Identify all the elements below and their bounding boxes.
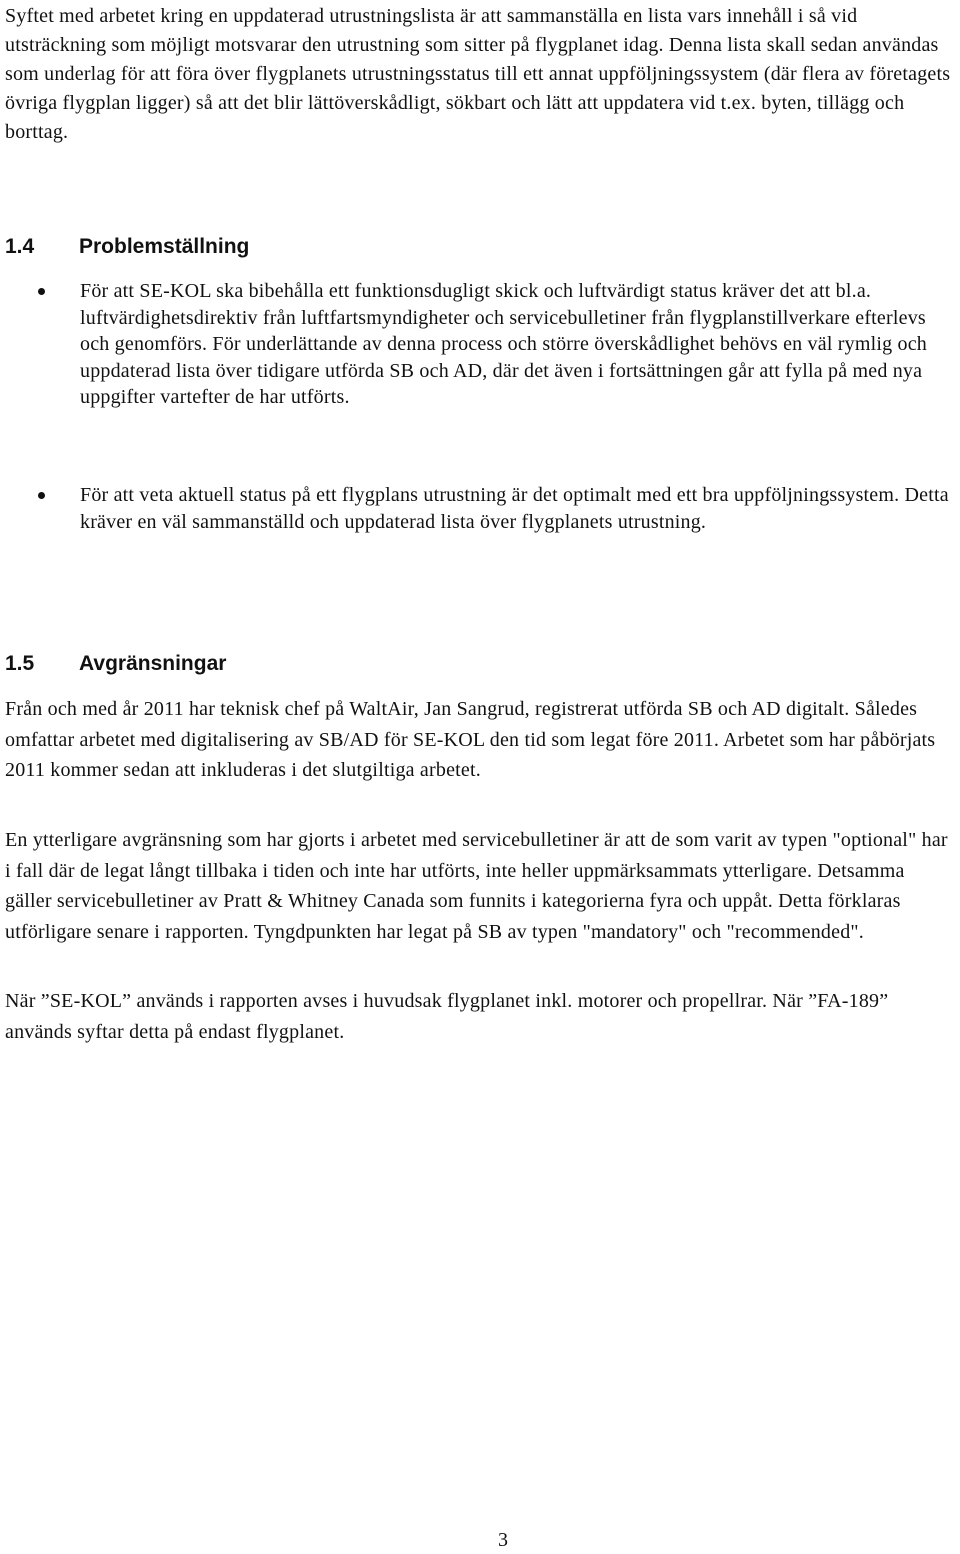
body-paragraph: När ”SE-KOL” används i rapporten avses i huvudsak flygplanet inkl. motorer och propellrar. När ”FA-189” används syftar detta på endast flygplanet. bbox=[5, 990, 889, 1043]
section-heading-avgransningar bbox=[5, 651, 226, 677]
bullet-text: För att veta aktuell status på ett flygplans utrustning är det optimalt med ett bra uppföljningssystem. Detta kräver en väl sammanställd och uppdaterad lista över flygplanets utrustning. bbox=[80, 484, 949, 533]
bullet-icon bbox=[38, 288, 45, 295]
page-number: 3 bbox=[498, 1529, 508, 1551]
intro-paragraph: Syftet med arbetet kring en uppdaterad utrustningslista är att sammanställa en lista vars innehåll i så vid utsträckning som möjligt motsvarar den utrustning som sitter på flygplanet idag. Denna lista skall sedan användas som underlag för att föra över flygplanets utrustningsstatus till ett annat uppföljningssystem (där flera av företagets övriga flygplan ligger) så att det blir lättöverskådligt, sökbart och lätt att uppdatera vid t.ex. byten, tillägg och borttag. bbox=[5, 5, 951, 143]
body-paragraph: En ytterligare avgränsning som har gjorts i arbetet med servicebulletiner är att de som varit av typen "optional" har i fall där de legat långt tillbaka i tiden och inte har utförts, inte heller uppmärksammats ytterligare. Detsamma gäller servicebulletiner av Pratt & Whitney Canada som funnits i kategorierna fyra och uppåt. Detta förklaras utförligare senare i rapporten. Tyngdpunkten har legat på SB av typen "mandatory" och "recommended". bbox=[5, 829, 948, 943]
bullet-item bbox=[0, 482, 960, 535]
bullet-item bbox=[0, 278, 960, 411]
bullet-list bbox=[0, 482, 960, 535]
section-heading-problemstallning bbox=[5, 234, 249, 260]
bullet-text: För att SE-KOL ska bibehålla ett funktionsdugligt skick och luftvärdigt status kräver det att bl.a. luftvärdighetsdirektiv från luftfartsmyndigheter och servicebulletiner från flygplanstillverkare efterlevs och genomförs. För underlättande av denna process och större överskådlighet behövs en väl rymlig och uppdaterad lista över tidigare utförda SB och AD, där det även i fortsättningen går att fylla på med nya uppgifter vartefter de har utförts. bbox=[80, 280, 927, 408]
bullet-icon bbox=[38, 492, 45, 499]
section-number: 1.4 bbox=[5, 235, 35, 258]
bullet-list bbox=[0, 278, 960, 411]
body-paragraph: Från och med år 2011 har teknisk chef på WaltAir, Jan Sangrud, registrerat utförda SB och AD digitalt. Således omfattar arbetet med digitalisering av SB/AD för SE-KOL den tid som legat före 2011. Arbetet som har påbörjats 2011 kommer sedan att inkluderas i det slutgiltiga arbetet. bbox=[5, 698, 936, 781]
section-number: 1.5 bbox=[5, 652, 35, 675]
section-title: Avgränsningar bbox=[79, 652, 227, 675]
section-title: Problemställning bbox=[79, 235, 250, 258]
